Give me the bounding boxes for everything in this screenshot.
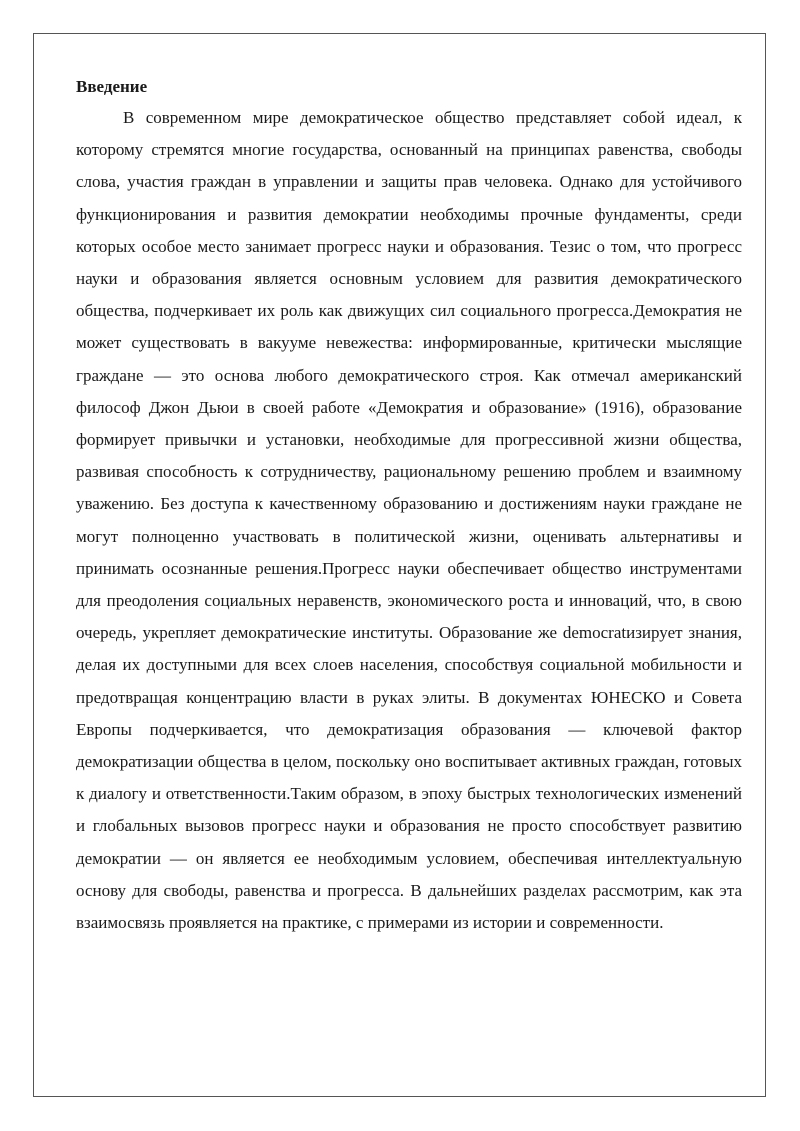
section-heading: Введение [76,77,148,96]
document-content [76,72,742,939]
body-paragraph: В современном мире демократическое общество представляет собой идеал, к которому стремятся многие государства, основанный на принципах равенства, свободы слова, участия граждан в управлении и защиты прав человека. Однако для устойчивого функционирования и развития демократии необходимы прочные фундаменты, среди которых особое место занимает прогресс науки и образования. Тезис о том, что прогресс науки и образования является основным условием для развития демократического общества, подчеркивает их роль как движущих сил социального прогресса.Демократия не может существовать в вакууме невежества: информированные, критически мыслящие граждане — это основа любого демократического строя. Как отмечал американский философ Джон Дьюи в своей работе «Демократия и образование» (1916), образование формирует привычки и установки, необходимые для прогрессивной жизни общества, развивая способность к сотрудничеству, рациональному решению проблем и взаимному уважению. Без доступа к качественному образованию и достижениям науки граждане не могут полноценно участвовать в политической жизни, оценивать альтернативы и принимать осознанные решения.Прогресс науки обеспечивает общество инструментами для преодоления социальных неравенств, экономического роста и инноваций, что, в свою очередь, укрепляет демократические институты. Образование же democratизирует знания, делая их доступными для всех слоев населения, способствуя социальной мобильности и предотвращая концентрацию власти в руках элиты. В документах ЮНЕСКО и Совета Европы подчеркивается, что демократизация образования — ключевой фактор демократизации общества в целом, поскольку оно воспитывает активных граждан, готовых к диалогу и ответственности.Таким образом, в эпоху быстрых технологических изменений и глобальных вызовов прогресс науки и образования не просто способствует развитию демократии — он является ее необходимым условием, обеспечивая интеллектуальную основу для свободы, равенства и прогресса. В дальнейших разделах рассмотрим, как эта взаимосвязь проявляется на практике, с примерами из истории и современности. [76,108,742,933]
